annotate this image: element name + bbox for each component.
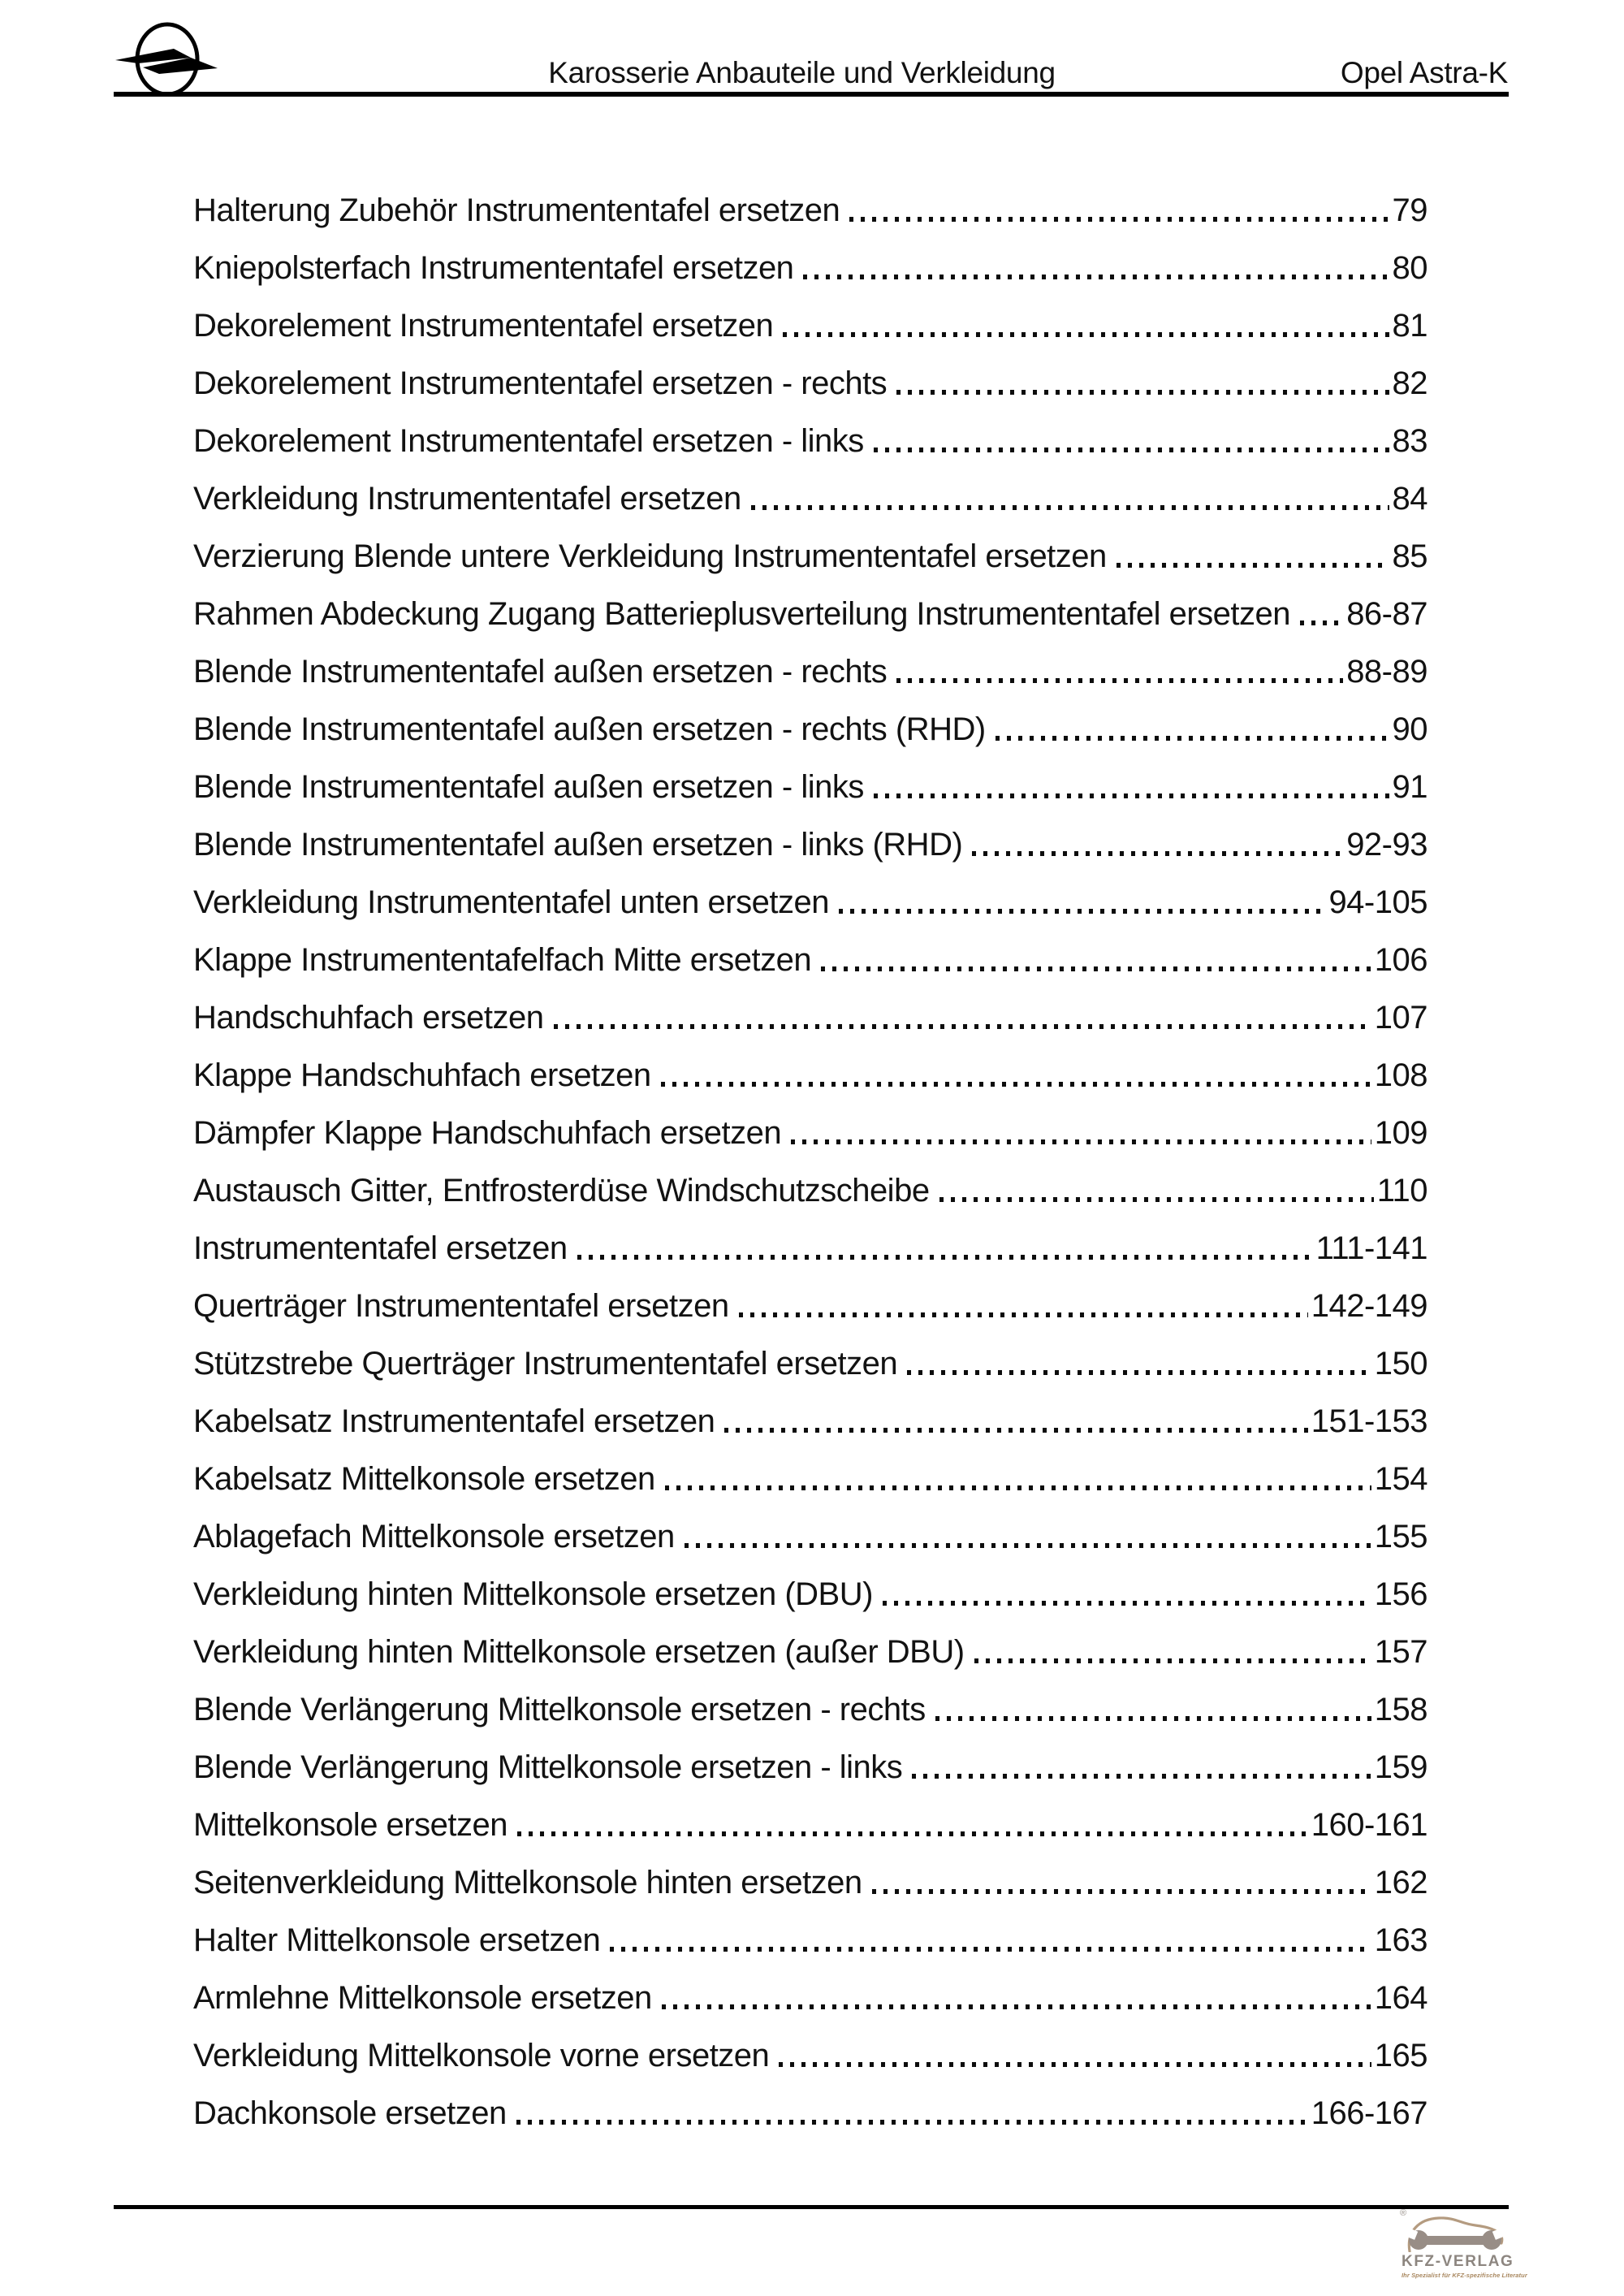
dot-leader [996,736,1389,741]
toc-row [193,528,1427,586]
toc-entry-page: 151-153 [1311,1403,1427,1439]
toc-entry-page: 81 [1392,308,1427,344]
toc-entry-title: Rahmen Abdeckung Zugang Batterieplusverteilung Instrumententafel ersetzen [193,596,1291,632]
toc-entry-title: Instrumententafel ersetzen [193,1230,568,1266]
dot-leader [1116,563,1389,568]
dot-leader [751,505,1389,510]
toc-entry-title: Blende Instrumententafel außen ersetzen - rechts (RHD) [193,711,986,747]
toc-row [193,874,1427,932]
footer-divider [114,2205,1509,2209]
toc-entry-page: 86-87 [1346,596,1427,632]
toc-entry-page: 84 [1392,481,1427,517]
toc-row [193,182,1427,240]
dot-leader [939,1197,1374,1202]
toc-entry-title: Verzierung Blende untere Verkleidung Instrumententafel ersetzen [193,538,1107,574]
car-wrench-icon [1405,2215,1505,2252]
toc-row [193,816,1427,874]
toc-entry-page: 155 [1374,1519,1427,1554]
toc-entry-title: Dekorelement Instrumententafel ersetzen - links [193,423,864,459]
dot-leader [874,793,1389,798]
toc-row [193,1220,1427,1278]
toc-row [193,932,1427,989]
dot-leader [896,678,1343,683]
dot-leader [907,1370,1371,1375]
dot-leader [554,1024,1371,1029]
toc-entry-title: Kabelsatz Instrumententafel ersetzen [193,1403,715,1439]
toc-entry-page: 111-141 [1315,1230,1427,1266]
toc-entry-page: 90 [1392,711,1427,747]
toc-row [193,1047,1427,1105]
dot-leader [661,1082,1371,1087]
toc-list [193,182,1427,2143]
toc-entry-title: Verkleidung Instrumententafel ersetzen [193,481,741,517]
kfz-verlag-logo [1400,2208,1527,2279]
toc-entry-title: Austausch Gitter, Entfrosterdüse Windschutzscheibe [193,1173,930,1209]
header-divider [114,92,1509,97]
toc-entry-title: Stützstrebe Querträger Instrumententafel ersetzen [193,1346,898,1381]
toc-entry-title: Klappe Handschuhfach ersetzen [193,1057,651,1093]
toc-entry-title: Kabelsatz Mittelkonsole ersetzen [193,1461,655,1497]
registered-trademark-icon: ® [1400,2208,1407,2218]
toc-entry-title: Querträger Instrumententafel ersetzen [193,1288,729,1324]
toc-entry-title: Klappe Instrumententafelfach Mitte ersetzen [193,942,812,978]
toc-row [193,2085,1427,2143]
toc-entry-page: 162 [1374,1865,1427,1900]
toc-entry-page: 159 [1374,1749,1427,1785]
toc-row [193,1566,1427,1624]
toc-entry-page: 107 [1374,1000,1427,1036]
toc-row [193,297,1427,355]
toc-entry-title: Handschuhfach ersetzen [193,1000,544,1036]
toc-entry-title: Dekorelement Instrumententafel ersetzen - rechts [193,365,888,401]
toc-entry-title: Ablagefach Mittelkonsole ersetzen [193,1519,675,1554]
toc-entry-page: 91 [1392,769,1427,805]
toc-entry-page: 109 [1374,1115,1427,1151]
toc-row [193,470,1427,528]
toc-row [193,759,1427,816]
toc-entry-title: Blende Verlängerung Mittelkonsole ersetzen - rechts [193,1692,926,1727]
dot-leader [883,1601,1371,1606]
toc-row [193,1970,1427,2027]
dot-leader [935,1716,1371,1721]
toc-entry-title: Halterung Zubehör Instrumententafel ersetzen [193,192,840,228]
toc-row [193,1624,1427,1681]
toc-entry-page: 108 [1374,1057,1427,1093]
toc-row [193,1393,1427,1451]
toc-entry-title: Seitenverkleidung Mittelkonsole hinten ersetzen [193,1865,862,1900]
toc-entry-page: 80 [1392,250,1427,286]
toc-entry-page: 165 [1374,2038,1427,2073]
toc-row [193,1451,1427,1508]
toc-entry-title: Verkleidung hinten Mittelkonsole ersetzen (außer DBU) [193,1634,965,1670]
dot-leader [577,1255,1313,1260]
toc-entry-title: Dekorelement Instrumententafel ersetzen [193,308,774,344]
dot-leader [739,1312,1308,1317]
dot-leader [516,2120,1308,2125]
dot-leader [791,1139,1371,1144]
toc-row [193,355,1427,413]
dot-leader [685,1543,1371,1548]
toc-row [193,1681,1427,1739]
toc-entry-page: 88-89 [1346,654,1427,690]
dot-leader [872,1889,1371,1894]
dot-leader [779,2062,1371,2067]
dot-leader [849,217,1389,222]
toc-row [193,1912,1427,1970]
toc-row [193,701,1427,759]
toc-entry-page: 94-105 [1328,884,1427,920]
dot-leader [803,275,1389,279]
dot-leader [724,1428,1307,1433]
toc-entry-title: Verkleidung hinten Mittelkonsole ersetzen (DBU) [193,1576,873,1612]
toc-row [193,1105,1427,1162]
dot-leader [896,390,1389,395]
toc-entry-title: Dachkonsole ersetzen [193,2095,507,2131]
toc-entry-title: Blende Instrumententafel außen ersetzen - rechts [193,654,888,690]
toc-entry-page: 154 [1374,1461,1427,1497]
toc-entry-title: Dämpfer Klappe Handschuhfach ersetzen [193,1115,782,1151]
toc-row [193,643,1427,701]
toc-entry-page: 110 [1376,1173,1427,1209]
toc-entry-title: Blende Instrumententafel außen ersetzen - links (RHD) [193,827,963,863]
toc-entry-page: 82 [1392,365,1427,401]
toc-entry-title: Halter Mittelkonsole ersetzen [193,1922,601,1958]
toc-entry-title: Verkleidung Instrumententafel unten ersetzen [193,884,829,920]
dot-leader [610,1947,1371,1952]
toc-row [193,240,1427,297]
kfz-verlag-wordmark: KFZ-VERLAG [1402,2253,1514,2270]
dot-leader [974,1658,1371,1663]
dot-leader [839,909,1325,914]
toc-row [193,413,1427,470]
toc-row [193,586,1427,643]
dot-leader [972,851,1343,856]
toc-row [193,1797,1427,1854]
toc-row [193,1278,1427,1335]
toc-row [193,1162,1427,1220]
toc-entry-title: Blende Instrumententafel außen ersetzen - links [193,769,864,805]
dot-leader [821,966,1371,971]
toc-entry-title: Armlehne Mittelkonsole ersetzen [193,1980,652,2016]
toc-entry-title: Kniepolsterfach Instrumententafel ersetzen [193,250,794,286]
toc-entry-page: 150 [1374,1346,1427,1381]
toc-entry-page: 164 [1374,1980,1427,2016]
toc-row [193,1335,1427,1393]
dot-leader [1300,620,1343,625]
toc-row [193,1739,1427,1797]
dot-leader [665,1485,1371,1490]
page-title: Karosserie Anbauteile und Verkleidung [548,56,1056,89]
toc-entry-page: 157 [1374,1634,1427,1670]
vehicle-model-label: Opel Astra-K [1340,56,1508,89]
toc-entry-page: 79 [1392,192,1427,228]
dot-leader [783,332,1389,337]
toc-entry-page: 163 [1374,1922,1427,1958]
toc-entry-title: Mittelkonsole ersetzen [193,1807,508,1843]
toc-row [193,1508,1427,1566]
toc-entry-page: 158 [1374,1692,1427,1727]
toc-entry-page: 92-93 [1346,827,1427,863]
toc-entry-title: Verkleidung Mittelkonsole vorne ersetzen [193,2038,770,2073]
toc-row [193,1854,1427,1912]
kfz-verlag-tagline: Ihr Spezialist für KFZ-spezifische Literatur [1402,2272,1527,2279]
toc-row [193,989,1427,1047]
toc-entry-page: 85 [1392,538,1427,574]
dot-leader [912,1774,1371,1779]
toc-entry-page: 156 [1374,1576,1427,1612]
toc-entry-page: 83 [1392,423,1427,459]
dot-leader [517,1831,1308,1836]
toc-entry-page: 142-149 [1311,1288,1427,1324]
opel-logo-icon [114,19,219,97]
dot-leader [874,448,1389,452]
toc-entry-title: Blende Verlängerung Mittelkonsole ersetzen - links [193,1749,903,1785]
toc-row [193,2027,1427,2085]
toc-entry-page: 166-167 [1311,2095,1427,2131]
toc-entry-page: 160-161 [1311,1807,1427,1843]
dot-leader [662,2004,1371,2009]
toc-entry-page: 106 [1374,942,1427,978]
